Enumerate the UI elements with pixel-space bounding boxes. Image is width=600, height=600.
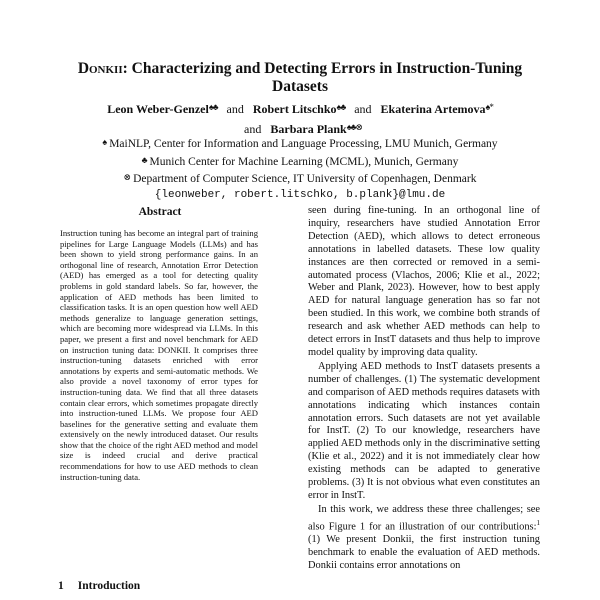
affiliation-line	[40, 135, 560, 153]
paragraph: Applying AED methods to InstT datasets presents a number of challenges. (1) The systematic development and comparison of AED methods requires datasets with annotations indicating which instances contain annotation errors. Such datasets are not yet available for InstT. (2) To our knowledge, researchers have applied AED methods only in the discriminative setting (Klie et al., 2022) and it is not immediately clear how existing methods can be adapted to generative problems. (3) It is not obvious what even constitutes an error in InstT.	[308, 360, 540, 501]
title-smallcaps: Donkii	[77, 60, 123, 77]
abstract-body: Instruction tuning has become an integral part of training pipelines for Large Language Models (LLMs) and has been shown to yield strong performance gains. In an orthogonal line of research, Annotation Error Detection (AED) has emerged as a tool for detecting quality problems in gold standard labels. So far, however, the application of AED methods has been limited to classification tasks. It is an open question how well AED methods generalize to language generation settings, which are becoming more widespread via LLMs. In this paper, we present a first and novel benchmark for AED on instruction tuning data: DONKII. It comprises three instruction-tuning datasets enriched with error annotations by experts and semi-automatic methods. We also provide a novel taxonomy of error types for instruction-tuning data. We find that all three datasets contain clear errors, which sometimes propagate directly into instruction-tuned LLMs. We propose four AED baselines for the generative setting and evaluate them extensively on the newly introduced dataset. Our results show that the choice of the right AED method and model size is indeed crucial and derive practical recommendations for how to use AED methods to clean instruction-tuning data.	[60, 228, 258, 482]
and-word: and	[354, 102, 372, 116]
title-rest: : Characterizing and Detecting Errors in Instruction-Tuning Datasets	[122, 60, 523, 95]
paragraph-text: In this work, we address these three challenges; see also Figure 1 for an illustration of our contributions:	[308, 503, 540, 533]
section-number: 1	[58, 580, 64, 592]
paper-title	[60, 60, 540, 96]
affiliation-text: Department of Computer Science, IT University of Copenhagen, Denmark	[133, 173, 477, 185]
affiliation-mark: ⊗	[123, 172, 131, 182]
author-email: {leonweber, robert.litschko, b.plank}@lmu.de	[154, 188, 446, 201]
affiliation-mark: ♠	[102, 137, 107, 147]
author-name: Barbara Plank	[270, 122, 347, 136]
abstract-heading: Abstract	[138, 206, 182, 218]
affiliations	[40, 135, 560, 203]
section-title: Introduction	[77, 580, 141, 592]
section-heading	[58, 580, 258, 592]
paragraph	[308, 504, 540, 573]
author-marks: ♠♣⊗	[346, 122, 362, 132]
author-list	[40, 98, 560, 138]
right-column	[308, 205, 540, 573]
affiliation-text: MaiNLP, Center for Information and Language Processing, LMU Munich, Germany	[109, 138, 498, 150]
and-word: and	[244, 122, 262, 136]
affiliation-text: Munich Center for Machine Learning (MCML), Munich, Germany	[149, 155, 459, 168]
footnote-marker[interactable]: 1	[536, 518, 540, 527]
author-marks: ♠♣	[336, 102, 346, 112]
and-word: and	[226, 102, 244, 116]
author-name: Leon Weber-Genzel	[107, 102, 209, 116]
affiliation-line	[40, 153, 560, 171]
affiliation-mark: ♣	[141, 154, 147, 165]
paragraph-text: (1) We present Donkii, the first instruction tuning benchmark to enable the evaluation of AED methods. Donkii contains error annotations on	[308, 534, 540, 571]
author-marks: ♠*	[485, 102, 493, 112]
affiliation-line	[40, 170, 560, 188]
paragraph: seen during fine-tuning. In an orthogonal line of inquiry, researchers have studied Annotation Error Detection (AED), which allows to detect erroneous annotations in labelled datasets. These low quality instances are then corrected or removed in a semi-automated process (Vlachos, 2006; Klie et al., 2022; Weber and Plank, 2023). However, how to best apply AED for natural language generation has so far not been studied. In this work, we combine both strands of research and ask whether AED methods can help to detect errors in InstT datasets and thus help to improve model quality by improving data quality.	[308, 205, 540, 358]
author-marks: ♠♣	[208, 102, 218, 112]
author-name: Robert Litschko	[252, 102, 337, 116]
author-name: Ekaterina Artemova	[380, 102, 486, 116]
